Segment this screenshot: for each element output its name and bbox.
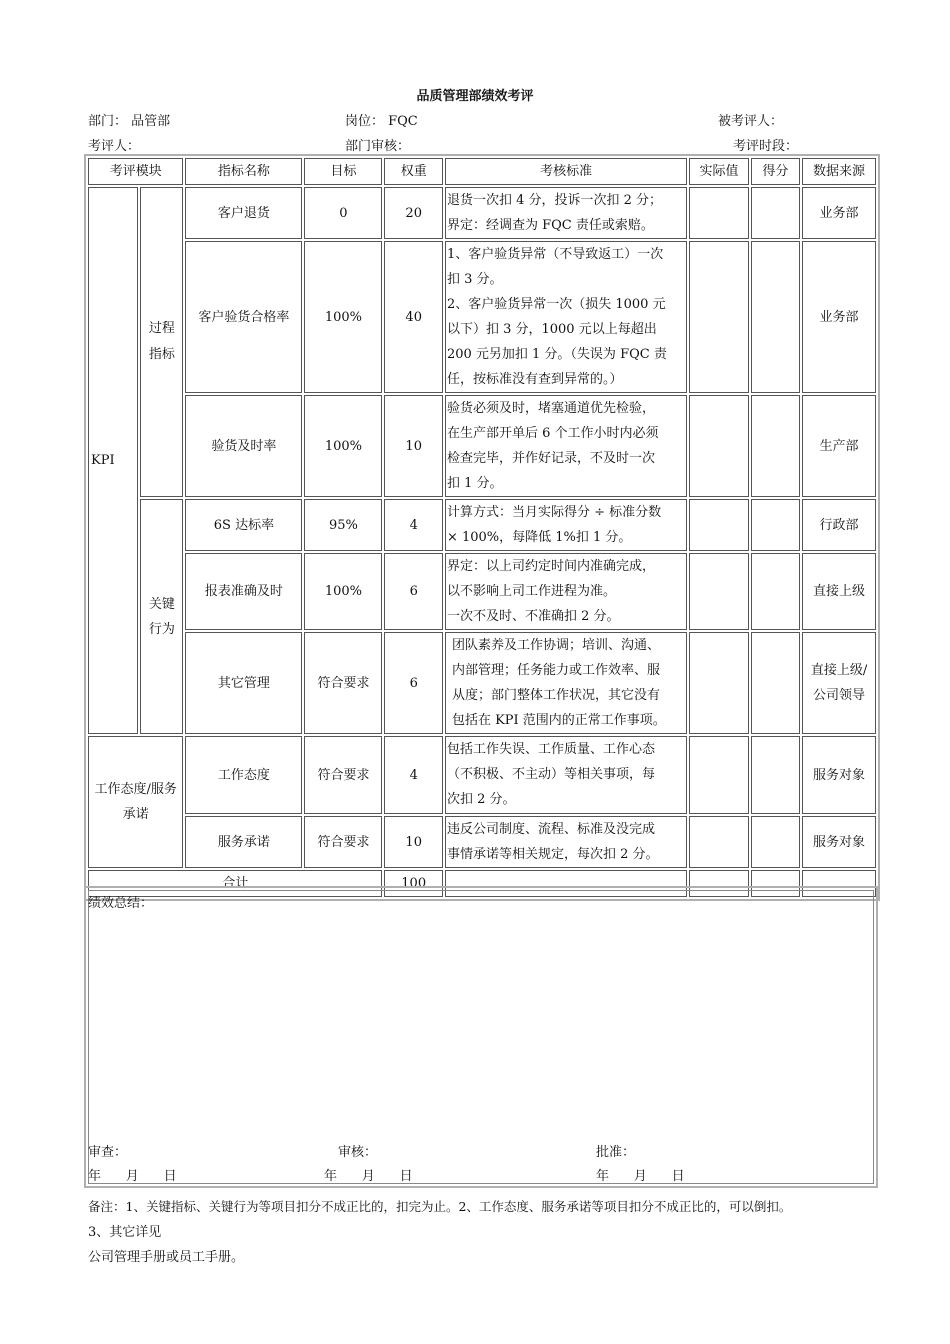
actual-cell[interactable]	[689, 632, 749, 734]
dept-review-field: 部门审核：	[345, 139, 411, 154]
table-row	[88, 241, 876, 393]
indicator-name: 6S 达标率	[185, 499, 302, 551]
target-value: 100%	[304, 241, 382, 393]
standard-text: 计算方式：当月实际得分 ÷ 标准分数 × 100%，每降低 1%扣 1 分。	[445, 499, 687, 551]
weight-value: 20	[384, 187, 443, 239]
audit-date: 年 月 日	[324, 1169, 413, 1184]
score-cell[interactable]	[751, 736, 800, 814]
actual-cell[interactable]	[689, 816, 749, 868]
header-row	[88, 158, 876, 185]
indicator-name: 客户验货合格率	[185, 241, 302, 393]
appraisee-field: 被考评人：	[718, 114, 784, 129]
weight-value: 40	[384, 241, 443, 393]
weight-value: 6	[384, 632, 443, 734]
table-row	[88, 816, 876, 868]
total-weight: 100	[384, 870, 443, 897]
col-target: 目标	[304, 158, 382, 185]
indicator-name: 服务承诺	[185, 816, 302, 868]
table-row	[88, 187, 876, 239]
indicator-name: 客户退货	[185, 187, 302, 239]
data-source: 直接上级/ 公司领导	[802, 632, 876, 734]
col-actual: 实际值	[689, 158, 749, 185]
standard-text: 界定：以上司约定时间内准确完成， 以不影响上司工作进程为准。 一次不及时、不准确扣 2 分。	[445, 553, 687, 630]
col-weight: 权重	[384, 158, 443, 185]
col-indicator: 指标名称	[185, 158, 302, 185]
target-value: 95%	[304, 499, 382, 551]
data-source: 生产部	[802, 395, 876, 497]
col-source: 数据来源	[802, 158, 876, 185]
review-label: 审查：	[88, 1145, 128, 1160]
data-source: 直接上级	[802, 553, 876, 630]
score-cell[interactable]	[751, 241, 800, 393]
target-value: 0	[304, 187, 382, 239]
data-source: 服务对象	[802, 816, 876, 868]
indicator-name: 工作态度	[185, 736, 302, 814]
score-cell[interactable]	[751, 632, 800, 734]
weight-value: 4	[384, 499, 443, 551]
actual-cell[interactable]	[689, 395, 749, 497]
audit-label: 审核：	[338, 1145, 378, 1160]
summary-area[interactable]	[88, 890, 874, 1184]
data-source: 行政部	[802, 499, 876, 551]
weight-value: 4	[384, 736, 443, 814]
col-standard: 考核标准	[445, 158, 687, 185]
indicator-name: 验货及时率	[185, 395, 302, 497]
weight-value: 6	[384, 553, 443, 630]
table-row	[88, 553, 876, 630]
score-cell[interactable]	[751, 553, 800, 630]
period-field: 考评时段：	[733, 139, 799, 154]
total-label: 合计	[88, 870, 382, 897]
target-value: 符合要求	[304, 816, 382, 868]
target-value: 符合要求	[304, 736, 382, 814]
approve-date: 年 月 日	[596, 1169, 685, 1184]
table-row	[88, 736, 876, 814]
module-kpi: KPI	[88, 187, 138, 734]
data-source: 服务对象	[802, 736, 876, 814]
target-value: 100%	[304, 553, 382, 630]
summary-box[interactable]	[84, 886, 878, 1188]
col-module: 考评模块	[88, 158, 183, 185]
standard-text: 1、客户验货异常（不导致返工）一次 扣 3 分。 2、客户验货异常一次（损失 1000 元 以下）扣 3 分，1000 元以上每超出 200 元另加扣 1 分。（失误为 FQC 责 任，按标准没有查到异常的。）	[445, 241, 687, 393]
appraiser-field: 考评人：	[88, 139, 141, 154]
department-field: 部门： 品管部	[88, 114, 171, 129]
standard-text: 退货一次扣 4 分，投诉一次扣 2 分； 界定：经调查为 FQC 责任或索赔。	[445, 187, 687, 239]
module-attitude: 工作态度/服务承诺	[88, 736, 183, 868]
actual-cell[interactable]	[689, 187, 749, 239]
weight-value: 10	[384, 816, 443, 868]
score-cell[interactable]	[751, 187, 800, 239]
actual-cell[interactable]	[689, 736, 749, 814]
actual-cell[interactable]	[689, 241, 749, 393]
score-cell[interactable]	[751, 395, 800, 497]
indicator-name: 报表准确及时	[185, 553, 302, 630]
col-score: 得分	[751, 158, 800, 185]
target-value: 符合要求	[304, 632, 382, 734]
sub-module-key-behavior: 关键行为	[140, 499, 183, 734]
appraisal-table	[84, 154, 880, 901]
target-value: 100%	[304, 395, 382, 497]
score-cell[interactable]	[751, 499, 800, 551]
score-cell[interactable]	[751, 816, 800, 868]
note-line-3: 公司管理手册或员工手册。	[88, 1250, 245, 1265]
data-source: 业务部	[802, 187, 876, 239]
table-row	[88, 632, 876, 734]
standard-text: 验货必须及时，堵塞通道优先检验， 在生产部开单后 6 个工作小时内必须 检查完毕，并作好记录，不及时一次 扣 1 分。	[445, 395, 687, 497]
data-source: 业务部	[802, 241, 876, 393]
note-line-1: 备注：1、关键指标、关键行为等项目扣分不成正比的，扣完为止。2、工作态度、服务承诺等项目扣分不成正比的，可以倒扣。	[88, 1199, 792, 1214]
weight-value: 10	[384, 395, 443, 497]
table-row	[88, 395, 876, 497]
note-line-2: 3、其它详见	[88, 1225, 162, 1240]
sub-module-process: 过程指标	[140, 187, 183, 497]
actual-cell[interactable]	[689, 499, 749, 551]
standard-text: 违反公司制度、流程、标准及没完成 事情承诺等相关规定，每次扣 2 分。	[445, 816, 687, 868]
table-row	[88, 499, 876, 551]
review-date: 年 月 日	[88, 1169, 177, 1184]
position-field: 岗位： FQC	[345, 114, 418, 129]
summary-label: 绩效总结：	[88, 896, 154, 911]
standard-text: 团队素养及工作协调；培训、沟通、 内部管理；任务能力或工作效率、服 从度；部门整体工作状况，其它没有 包括在 KPI 范围内的正常工作事项。	[445, 632, 687, 734]
approve-label: 批准：	[596, 1145, 636, 1160]
page-title: 品质管理部绩效考评	[416, 89, 534, 104]
standard-text: 包括工作失误、工作质量、工作心态 （不积极、不主动）等相关事项，每 次扣 2 分。	[445, 736, 687, 814]
indicator-name: 其它管理	[185, 632, 302, 734]
actual-cell[interactable]	[689, 553, 749, 630]
